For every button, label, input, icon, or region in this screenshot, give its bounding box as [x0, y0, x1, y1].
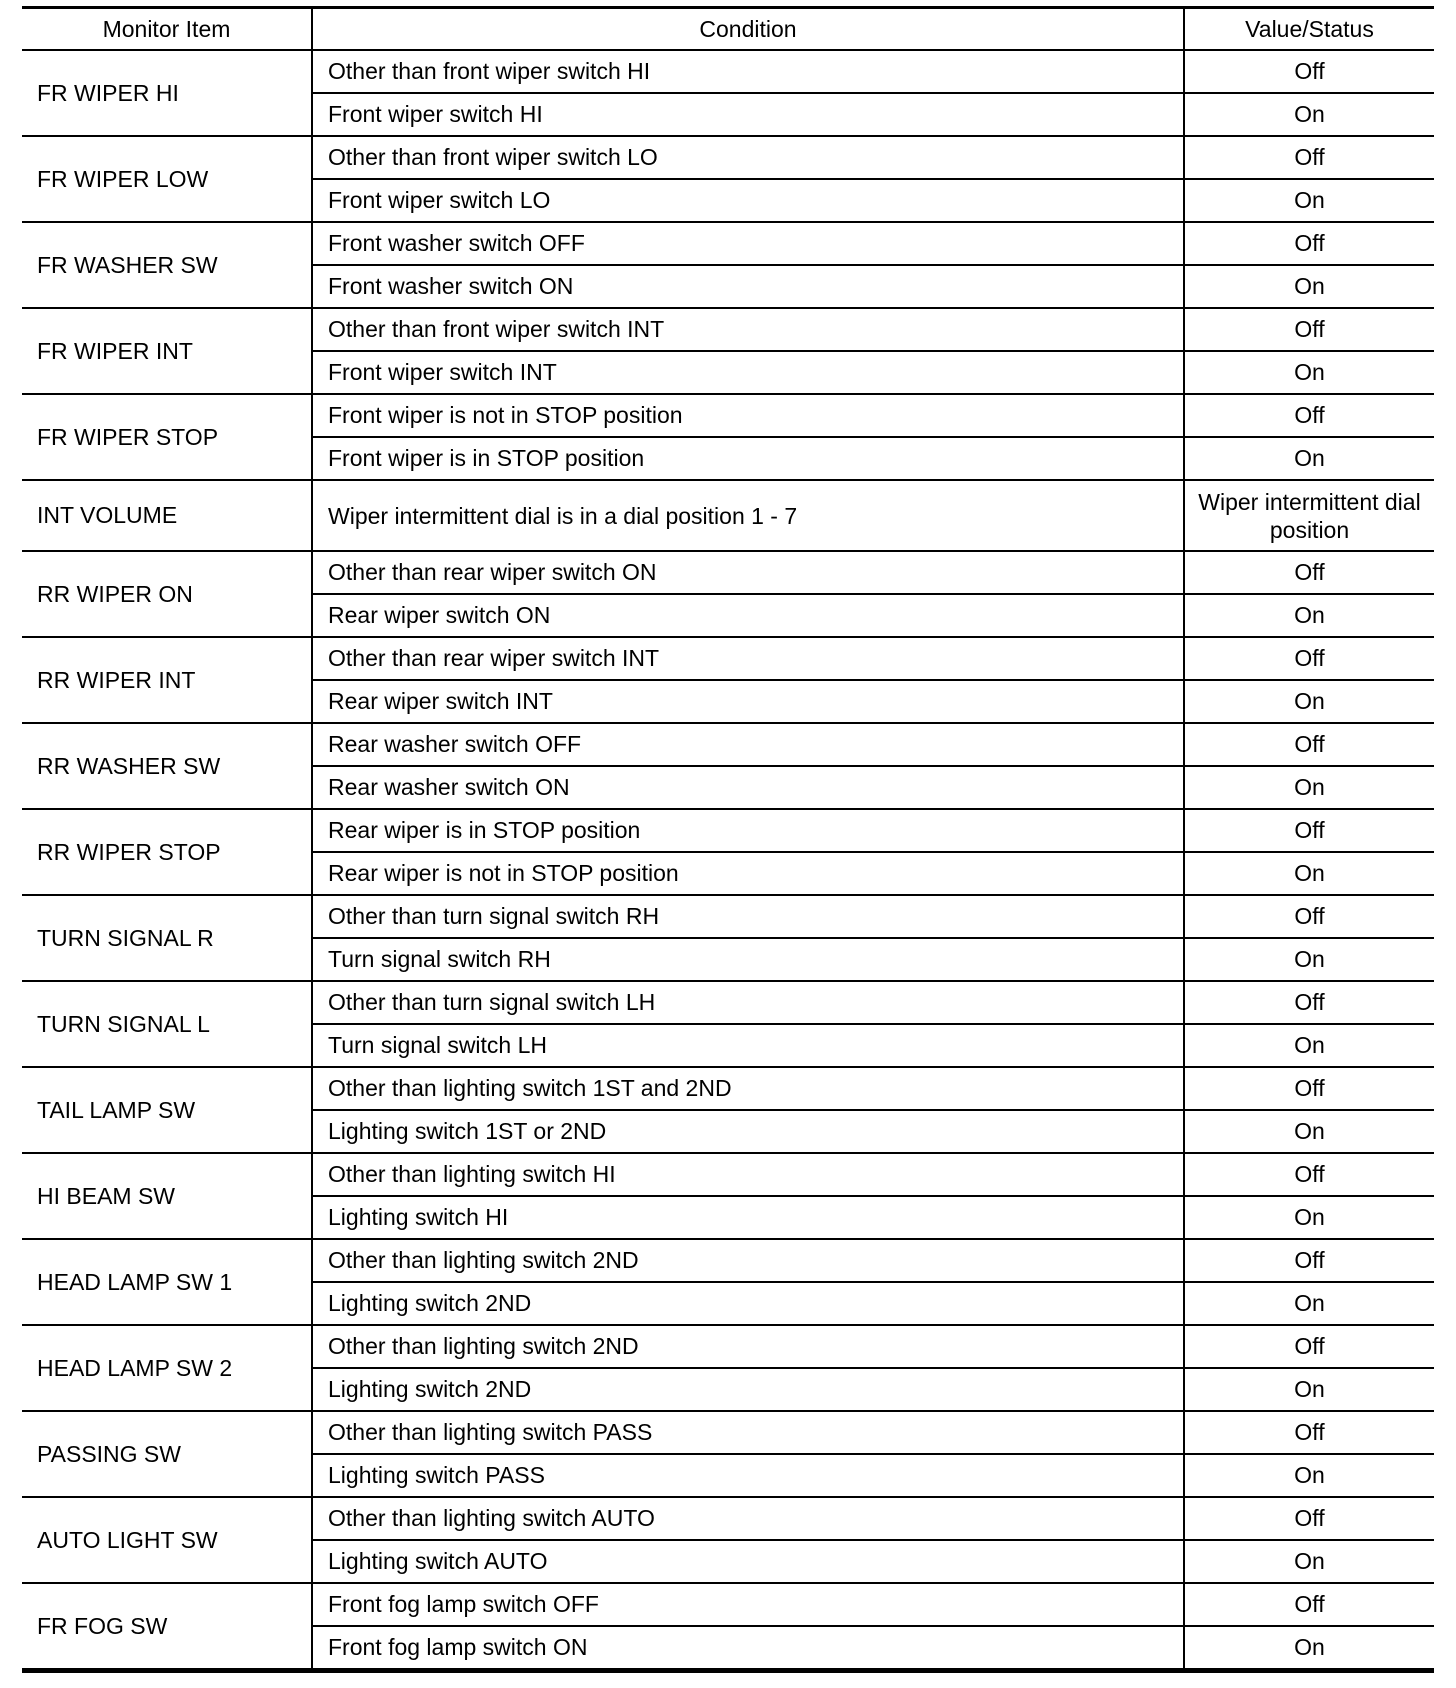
condition-cell: Front wiper is in STOP position [312, 437, 1184, 480]
value-status-cell: On [1184, 1024, 1434, 1067]
value-status-cell: Off [1184, 308, 1434, 351]
table-row [22, 637, 1434, 680]
value-status-cell: Off [1184, 222, 1434, 265]
value-status-cell: On [1184, 351, 1434, 394]
monitor-item-cell: FR WIPER STOP [22, 394, 312, 480]
value-status-cell: Off [1184, 723, 1434, 766]
table-row [22, 551, 1434, 594]
table-row [22, 50, 1434, 93]
table-row [22, 1239, 1434, 1282]
value-status-cell: Off [1184, 895, 1434, 938]
table-row [22, 136, 1434, 179]
condition-cell: Other than lighting switch PASS [312, 1411, 1184, 1454]
condition-cell: Lighting switch 2ND [312, 1282, 1184, 1325]
monitor-item-cell: RR WIPER ON [22, 551, 312, 637]
monitor-item-cell: RR WASHER SW [22, 723, 312, 809]
value-status-cell: Off [1184, 1497, 1434, 1540]
condition-cell: Other than rear wiper switch ON [312, 551, 1184, 594]
value-status-cell: On [1184, 1196, 1434, 1239]
monitor-item-cell: RR WIPER INT [22, 637, 312, 723]
monitor-item-cell: FR WIPER LOW [22, 136, 312, 222]
value-status-cell: Off [1184, 50, 1434, 93]
condition-cell: Lighting switch HI [312, 1196, 1184, 1239]
monitor-item-cell: FR WIPER HI [22, 50, 312, 136]
condition-cell: Wiper intermittent dial is in a dial position 1 - 7 [312, 480, 1184, 551]
table-row [22, 723, 1434, 766]
monitor-item-cell: HEAD LAMP SW 1 [22, 1239, 312, 1325]
condition-cell: Front washer switch OFF [312, 222, 1184, 265]
value-status-cell: On [1184, 1540, 1434, 1583]
condition-cell: Turn signal switch RH [312, 938, 1184, 981]
table-row [22, 895, 1434, 938]
condition-cell: Other than lighting switch 2ND [312, 1239, 1184, 1282]
value-status-cell: Off [1184, 1153, 1434, 1196]
table-row [22, 809, 1434, 852]
condition-cell: Lighting switch AUTO [312, 1540, 1184, 1583]
value-status-cell: Off [1184, 136, 1434, 179]
value-status-cell: Off [1184, 1067, 1434, 1110]
condition-cell: Other than lighting switch 2ND [312, 1325, 1184, 1368]
value-status-cell: On [1184, 93, 1434, 136]
table-row [22, 394, 1434, 437]
monitor-item-cell: PASSING SW [22, 1411, 312, 1497]
value-status-cell: On [1184, 437, 1434, 480]
value-status-cell: On [1184, 1454, 1434, 1497]
monitor-table [22, 6, 1434, 1673]
condition-cell: Front wiper is not in STOP position [312, 394, 1184, 437]
condition-cell: Front fog lamp switch ON [312, 1626, 1184, 1671]
value-status-cell: Off [1184, 1411, 1434, 1454]
condition-cell: Rear washer switch ON [312, 766, 1184, 809]
value-status-cell: Off [1184, 1325, 1434, 1368]
monitor-item-cell: TURN SIGNAL L [22, 981, 312, 1067]
monitor-item-cell: RR WIPER STOP [22, 809, 312, 895]
monitor-item-cell: HI BEAM SW [22, 1153, 312, 1239]
table-row [22, 1411, 1434, 1454]
value-status-cell: Off [1184, 551, 1434, 594]
value-status-cell: Off [1184, 981, 1434, 1024]
monitor-item-cell: FR WASHER SW [22, 222, 312, 308]
value-status-cell: On [1184, 680, 1434, 723]
condition-cell: Rear wiper switch INT [312, 680, 1184, 723]
value-status-cell: On [1184, 1282, 1434, 1325]
monitor-item-cell: FR WIPER INT [22, 308, 312, 394]
monitor-item-cell: INT VOLUME [22, 480, 312, 551]
header-value-status: Value/Status [1184, 8, 1434, 51]
table-row [22, 222, 1434, 265]
value-status-cell: On [1184, 938, 1434, 981]
value-status-cell: Off [1184, 394, 1434, 437]
condition-cell: Turn signal switch LH [312, 1024, 1184, 1067]
condition-cell: Other than turn signal switch LH [312, 981, 1184, 1024]
condition-cell: Lighting switch 1ST or 2ND [312, 1110, 1184, 1153]
table-row [22, 1497, 1434, 1540]
table-row [22, 308, 1434, 351]
monitor-item-cell: FR FOG SW [22, 1583, 312, 1671]
condition-cell: Front fog lamp switch OFF [312, 1583, 1184, 1626]
monitor-item-cell: AUTO LIGHT SW [22, 1497, 312, 1583]
value-status-cell: On [1184, 594, 1434, 637]
monitor-item-cell: TAIL LAMP SW [22, 1067, 312, 1153]
condition-cell: Other than front wiper switch LO [312, 136, 1184, 179]
value-status-cell: On [1184, 766, 1434, 809]
condition-cell: Front wiper switch HI [312, 93, 1184, 136]
condition-cell: Front washer switch ON [312, 265, 1184, 308]
condition-cell: Other than rear wiper switch INT [312, 637, 1184, 680]
condition-cell: Other than lighting switch HI [312, 1153, 1184, 1196]
condition-cell: Other than lighting switch AUTO [312, 1497, 1184, 1540]
monitor-item-cell: TURN SIGNAL R [22, 895, 312, 981]
condition-cell: Lighting switch PASS [312, 1454, 1184, 1497]
condition-cell: Other than front wiper switch INT [312, 308, 1184, 351]
header-row [22, 8, 1434, 51]
condition-cell: Other than front wiper switch HI [312, 50, 1184, 93]
value-status-cell: Wiper intermittent dial position [1184, 480, 1434, 551]
condition-cell: Other than turn signal switch RH [312, 895, 1184, 938]
value-status-cell: On [1184, 179, 1434, 222]
value-status-cell: Off [1184, 1239, 1434, 1282]
value-status-cell: On [1184, 265, 1434, 308]
monitor-item-cell: HEAD LAMP SW 2 [22, 1325, 312, 1411]
value-status-cell: Off [1184, 637, 1434, 680]
value-status-cell: On [1294, 1634, 1325, 1660]
header-monitor-item: Monitor Item [22, 8, 312, 51]
condition-cell: Front wiper switch LO [312, 179, 1184, 222]
condition-cell: Lighting switch 2ND [312, 1368, 1184, 1411]
condition-cell: Rear wiper is not in STOP position [312, 852, 1184, 895]
table-row [22, 1325, 1434, 1368]
value-status-cell: Off [1184, 1583, 1434, 1626]
value-status-cell: Off [1184, 809, 1434, 852]
table-row [22, 480, 1434, 551]
table-row [22, 1583, 1434, 1626]
table-row [22, 1153, 1434, 1196]
header-condition: Condition [312, 8, 1184, 51]
value-status-cell: On [1184, 1110, 1434, 1153]
condition-cell: Rear wiper is in STOP position [312, 809, 1184, 852]
condition-cell: Front wiper switch INT [312, 351, 1184, 394]
condition-cell: Other than lighting switch 1ST and 2ND [312, 1067, 1184, 1110]
table-row [22, 981, 1434, 1024]
condition-cell: Rear washer switch OFF [312, 723, 1184, 766]
value-status-cell: On [1184, 852, 1434, 895]
value-status-cell: On [1184, 1368, 1434, 1411]
condition-cell: Rear wiper switch ON [312, 594, 1184, 637]
table-row [22, 1067, 1434, 1110]
table-body [22, 50, 1434, 1671]
